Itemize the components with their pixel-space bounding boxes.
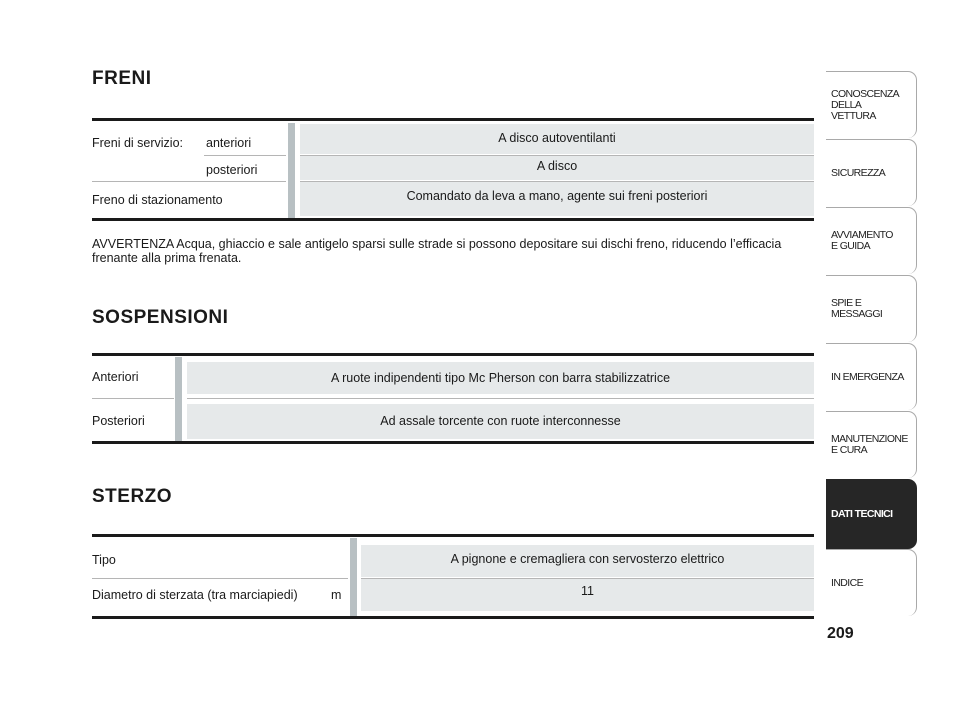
divider	[92, 578, 348, 579]
column-divider-bar	[175, 357, 182, 441]
column-divider-bar	[350, 538, 357, 616]
rear-brakes-label: posteriori	[206, 163, 258, 177]
tab-in-emergenza[interactable]: IN EMERGENZA	[826, 343, 917, 410]
tab-avviamento-e-guida[interactable]: AVVIAMENTO E GUIDA	[826, 207, 917, 274]
tab-manutenzione-e-cura[interactable]: MANUTENZIONE E CURA	[826, 411, 917, 478]
top-rule	[92, 353, 814, 356]
rear-suspension-label: Posteriori	[92, 414, 145, 428]
divider	[187, 398, 814, 399]
turning-diameter-unit: m	[331, 588, 342, 602]
steering-type-value: A pignone e cremagliera con servosterzo elettrico	[361, 545, 814, 577]
parking-brake-value: Comandato da leva a mano, agente sui freni posteriori	[300, 182, 814, 216]
section-title-sterzo: STERZO	[92, 486, 173, 507]
bottom-rule	[92, 616, 814, 619]
top-rule	[92, 534, 814, 537]
divider	[92, 181, 286, 182]
steering-type-label: Tipo	[92, 553, 116, 567]
top-rule	[92, 118, 814, 121]
tab-sicurezza[interactable]: SICUREZZA	[826, 139, 917, 206]
rear-brakes-value: A disco	[300, 156, 814, 180]
front-brakes-label: anteriori	[206, 136, 252, 150]
parking-brake-label: Freno di stazionamento	[92, 193, 223, 207]
divider	[92, 398, 174, 399]
service-brakes-label: Freni di servizio:	[92, 136, 183, 150]
bottom-rule	[92, 441, 814, 444]
brakes-warning-note: AVVERTENZA Acqua, ghiaccio e sale antigelo sparsi sulle strade si possono depositare sui dischi freno, riducendo l’efficacia frenante alla prima frenata.	[92, 237, 782, 265]
tab-spie-e-messaggi[interactable]: SPIE E MESSAGGI	[826, 275, 917, 342]
front-suspension-label: Anteriori	[92, 370, 139, 384]
front-brakes-value: A disco autoventilanti	[300, 124, 814, 154]
divider	[204, 155, 286, 156]
tab-dati-tecnici[interactable]: DATI TECNICI	[826, 479, 917, 549]
bottom-rule	[92, 218, 814, 221]
column-divider-bar	[288, 123, 295, 218]
turning-diameter-value: 11	[361, 579, 814, 611]
turning-diameter-label: Diametro di sterzata (tra marciapiedi)	[92, 588, 298, 602]
page-number: 209	[827, 625, 854, 642]
front-suspension-value: A ruote indipendenti tipo Mc Pherson con barra stabilizzatrice	[187, 362, 814, 394]
tab-indice[interactable]: INDICE	[826, 549, 917, 616]
section-title-sospensioni: SOSPENSIONI	[92, 307, 229, 328]
tab-conoscenza-della-vettura[interactable]: CONOSCENZA DELLA VETTURA	[826, 71, 917, 138]
section-title-freni: FRENI	[92, 68, 152, 89]
rear-suspension-value: Ad assale torcente con ruote interconnesse	[187, 404, 814, 439]
